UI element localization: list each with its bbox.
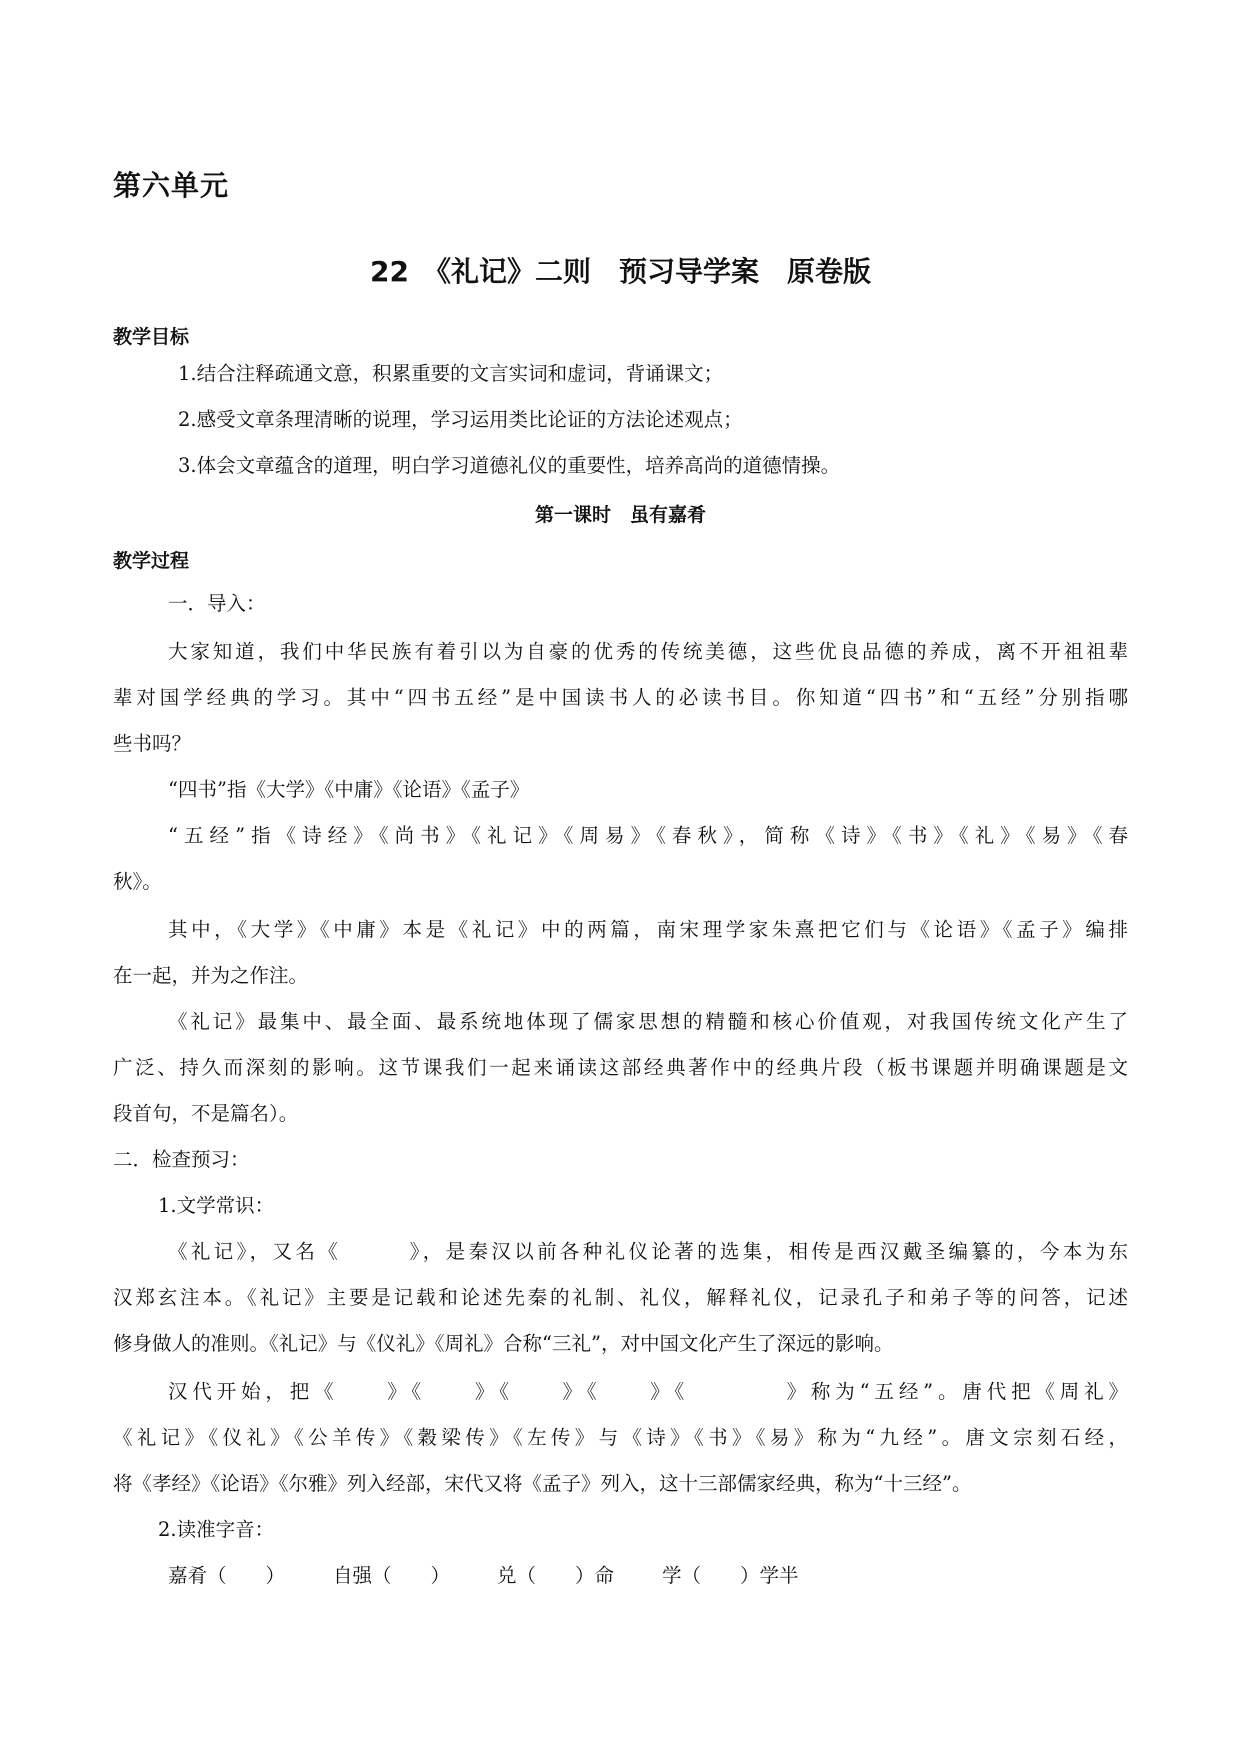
unit-title: 第六单元 (113, 169, 230, 202)
paragraph-line: 些书吗？ (113, 732, 192, 755)
pron-item: 嘉肴（ ） (168, 1564, 286, 1587)
pron-item: 学（ ）学半 (662, 1564, 799, 1587)
paragraph-line: 汉代开始，把《 》《 》《 》《 》《 》称为“五经”。唐代把《周礼》 (168, 1380, 1128, 1403)
paragraph-line: 其中，《大学》《中庸》本是《礼记》中的两篇，南宋理学家朱熹把它们与《论语》《孟子》编排 (168, 918, 1128, 941)
five-classics-line: “五经”指《诗经》《尚书》《礼记》《周易》《春秋》，简称《诗》《书》《礼》《易》《春 (168, 824, 1128, 847)
four-books-line: “四书”指《大学》《中庸》《论语》《孟子》 (168, 778, 530, 801)
paragraph-line: 《礼记》《仪礼》《公羊传》《穀梁传》《左传》与《诗》《书》《易》称为“九经”。唐文宗刻石经， (113, 1426, 1128, 1449)
paragraph-line: 在一起，并为之作注。 (113, 964, 309, 987)
five-classics-line: 秋》。 (113, 870, 162, 893)
paragraph-line: 大家知道，我们中华民族有着引以为自豪的优秀的传统美德，这些优良品德的养成，离不开祖祖辈 (168, 640, 1128, 663)
lesson-title: 第一课时 虽有嘉肴 (534, 504, 706, 526)
paragraph-line: 将《孝经》《论语》《尔雅》列入经部，宋代又将《孟子》列入，这十三部儒家经典，称为“十三经”。 (113, 1472, 972, 1495)
pron-heading: 2.读准字音： (158, 1518, 275, 1541)
paragraph-line: 辈对国学经典的学习。其中“四书五经”是中国读书人的必读书目。你知道“四书”和“五经”分别指哪 (113, 686, 1128, 709)
goal-item: 1.结合注释疏通文意，积累重要的文言实词和虚词，背诵课文； (178, 362, 724, 385)
pron-item: 兑（ ）命 (497, 1564, 615, 1587)
check-heading: 二．检查预习： (113, 1148, 250, 1171)
pron-item: 自强（ ） (333, 1564, 451, 1587)
paragraph-line: 《礼记》，又名《 》，是秦汉以前各种礼仪论著的选集，相传是西汉戴圣编纂的，今本为东 (168, 1240, 1128, 1263)
paragraph-line: 《礼记》最集中、最全面、最系统地体现了儒家思想的精髓和核心价值观，对我国传统文化产生了 (168, 1010, 1128, 1033)
goal-item: 2.感受文章条理清晰的说理，学习运用类比论证的方法论述观点； (178, 408, 743, 431)
process-heading: 教学过程 (113, 550, 190, 572)
paragraph-line: 修身做人的准则。《礼记》与《仪礼》《周礼》合称“三礼”，对中国文化产生了深远的影响。 (113, 1332, 894, 1355)
lit-heading: 1.文学常识： (158, 1194, 275, 1217)
goal-item: 3.体会文章蕴含的道理，明白学习道德礼仪的重要性，培养高尚的道德情操。 (178, 454, 841, 477)
intro-heading: 一．导入： (168, 592, 266, 615)
paragraph-line: 广泛、持久而深刻的影响。这节课我们一起来诵读这部经典著作中的经典片段（板书课题并明确课题是文 (113, 1056, 1128, 1079)
page-title: 22 《礼记》二则 预习导学案 原卷版 (370, 255, 871, 288)
goals-heading: 教学目标 (113, 326, 190, 348)
paragraph-line: 汉郑玄注本。《礼记》主要是记载和论述先秦的礼制、礼仪，解释礼仪，记录孔子和弟子等的问答，记述 (113, 1286, 1128, 1309)
paragraph-line: 段首句，不是篇名）。 (113, 1102, 299, 1125)
